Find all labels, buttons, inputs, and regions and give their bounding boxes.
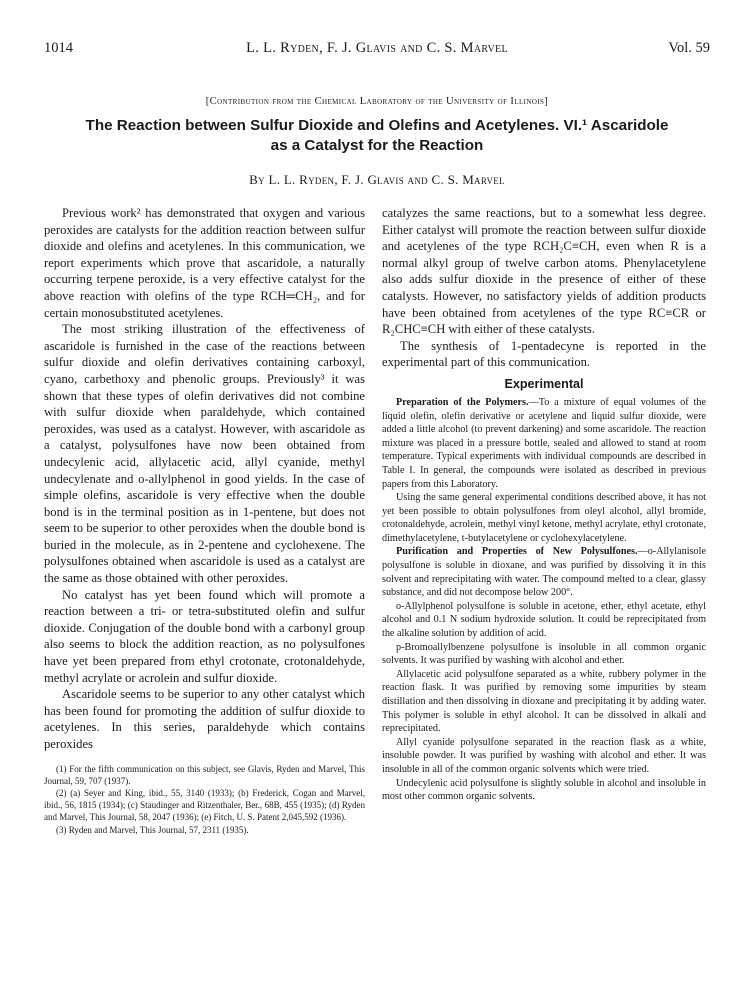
paragraph-text: —o-Allylanisole polysulfone is soluble in dioxane, and was purified by dissolving it in this solvent and reprecipitating with water. The compound melted to a clear, glassy substance, and did not decompose below 200°. <box>382 546 706 599</box>
experimental-section <box>382 396 706 804</box>
footnote: (3) Ryden and Marvel, This Journal, 57, 2311 (1935). <box>56 824 249 835</box>
footnote: (2) (a) Seyer and King, ibid., 55, 3140 (1933); (b) Frederick, Cogan and Marvel, ibid., 56, 1815 (1934); (c) Staudinger and Ritzenthaler, Ber., 68B, 455 (1935); (d) Ryden and Marvel, This Journal, 58, 2047 (1936); (e) Fitch, U. S. Patent 2,045,592 (1936). <box>44 788 365 823</box>
paragraph: Undecylenic acid polysulfone is slightly soluble in alcohol and insoluble in most other common organic solvents. <box>382 777 706 803</box>
article-title <box>44 116 710 156</box>
paragraph: No catalyst has yet been found which will promote a reaction between a tri- or tetra-substituted olefin and sulfur dioxide. Conjugation of the double bond with a carbonyl group also seems to block the addition reaction, as no polysulfones have yet been prepared from ethyl crotonate, crotonaldehyde, methyl acrylate or acrolein and sulfur dioxide. <box>44 587 365 685</box>
left-body <box>44 205 365 753</box>
preparation-paragraph <box>382 396 706 491</box>
run-in-heading: Purification and Properties of New Polysulfones. <box>396 546 638 558</box>
run-in-heading: Preparation of the Polymers. <box>396 396 529 408</box>
footnote: (1) For the fifth communication on this subject, see Glavis, Ryden and Marvel, This Journal, 59, 707 (1937). <box>44 763 365 786</box>
title-line-2: as a Catalyst for the Reaction <box>270 137 484 154</box>
footnotes <box>44 763 365 836</box>
paragraph: Allyl cyanide polysulfone separated in the reaction flask as a white, insoluble powder. It was purified by washing with alcohol and ether. It was insoluble in all of the common organic solvents which were tried. <box>382 736 706 775</box>
paragraph: Using the same general experimental conditions described above, it has not yet been possible to obtain polysulfones from oleyl alcohol, allyl bromide, crotonaldehyde, acrolein, methyl vinyl ketone, methyl acrylate, ethyl crotonate, dimethylacetylene, t-butylacetylene or cyclohexylacetylene. <box>382 492 706 544</box>
running-header <box>44 40 710 62</box>
paragraph: Allylacetic acid polysulfone separated as a white, rubbery polymer in the reaction flask. It was purified by removing some impurities by steam distillation and then dissolving in dioxane and precipitating it by adding water. This polymer is soluble in ethyl alcohol. It can be dissolved in alkali and reprecipitated. <box>382 668 706 735</box>
paragraph: catalyzes the same reactions, but to a somewhat less degree. Either catalyst will promote the reaction between sulfur dioxide and acetylenes of the type RCH₂C≡CH, even when R is a normal alkyl group of twelve carbon atoms. Phenylacetylene also adds sulfur dioxide in the presence of either of these catalysts. However, no satisfactory yields of addition products have been obtained from acetylenes of the type RC≡CR or R₂CHC≡CH with either of these catalysts. <box>382 206 706 337</box>
paragraph: p-Bromoallylbenzene polysulfone is insoluble in all common organic solvents. It was purified by washing with alcohol and ether. <box>382 641 706 667</box>
page-number: 1014 <box>44 40 73 56</box>
volume-number: Vol. 59 <box>668 40 710 56</box>
paragraph: The most striking illustration of the effectiveness of ascaridole is furnished in the case of the reactions between sulfur dioxide and olefin derivatives containing carboxyl, cyano, carbethoxy and phenolic groups. Previously³ it was shown that these types of olefin derivatives did not combine with sulfur dioxide when paraldehyde, which contained peroxides, was used as a catalyst. However, with ascaridole as a catalyst, polysulfones have now been obtained from undecylenic acid, allylacetic acid, allyl cyanide, methyl undecylenate and o-allylphenol in good yields. In the case of simple olefins, ascaridole is very effective when the double bond is in the terminal position as in 1-pentene, but does not seem to be superior to other peroxides when the double bond is buried in the molecule, as in 2-pentene and cyclohexene. The polysulfones obtained when ascaridole is used as a catalyst are the same as those obtained with other peroxides. <box>44 322 365 586</box>
title-line-1: The Reaction between Sulfur Dioxide and Olefins and Acetylenes. VI.¹ Ascaridole <box>85 117 669 134</box>
left-column <box>44 205 365 836</box>
experimental-heading: Experimental <box>504 376 584 391</box>
paragraph-text: —To a mixture of equal volumes of the liquid olefin, olefin derivative or acetylene and liquid sulfur dioxide, were added a little alcohol (to prevent darkening) and some ascaridole. The reaction mixture was placed in a pressure bottle, sealed and allowed to stand at room temperature. Typical experiments with individual compounds are described in Table I. In general, the compounds were isolated as described in previous papers from this Laboratory. <box>382 396 706 490</box>
header-authors: L. L. Ryden, F. J. Glavis and C. S. Marvel <box>246 40 508 56</box>
paragraph: Ascaridole seems to be superior to any other catalyst which has been found for promoting the addition of sulfur dioxide to acetylenes. In this series, paraldehyde which contains peroxides <box>44 687 365 751</box>
contribution-line: [Contribution from the Chemical Laboratory of the University of Illinois] <box>205 96 549 107</box>
paragraph: The synthesis of 1-pentadecyne is reported in the experimental part of this communication. <box>382 338 706 370</box>
purification-paragraph <box>382 545 706 599</box>
right-column <box>382 205 706 804</box>
paragraph: Previous work² has demonstrated that oxygen and various peroxides are catalysts for the addition reaction between sulfur dioxide and olefins and acetylenes. In this communication, we report experiments which prove that ascaridole, a naturally occurring terpene peroxide, is a very effective catalyst for the above reaction with olefins of the type RCH═CH₂, and for certain monosubstituted acetylenes. <box>44 206 365 320</box>
byline: By L. L. Ryden, F. J. Glavis and C. S. Marvel <box>249 172 505 187</box>
paragraph: o-Allylphenol polysulfone is soluble in acetone, ether, ethyl acetate, ethyl alcohol and 0.1 N sodium hydroxide solution. It could be reprecipitated from the alkaline solution by addition of acid. <box>382 600 706 640</box>
right-body <box>382 205 706 371</box>
